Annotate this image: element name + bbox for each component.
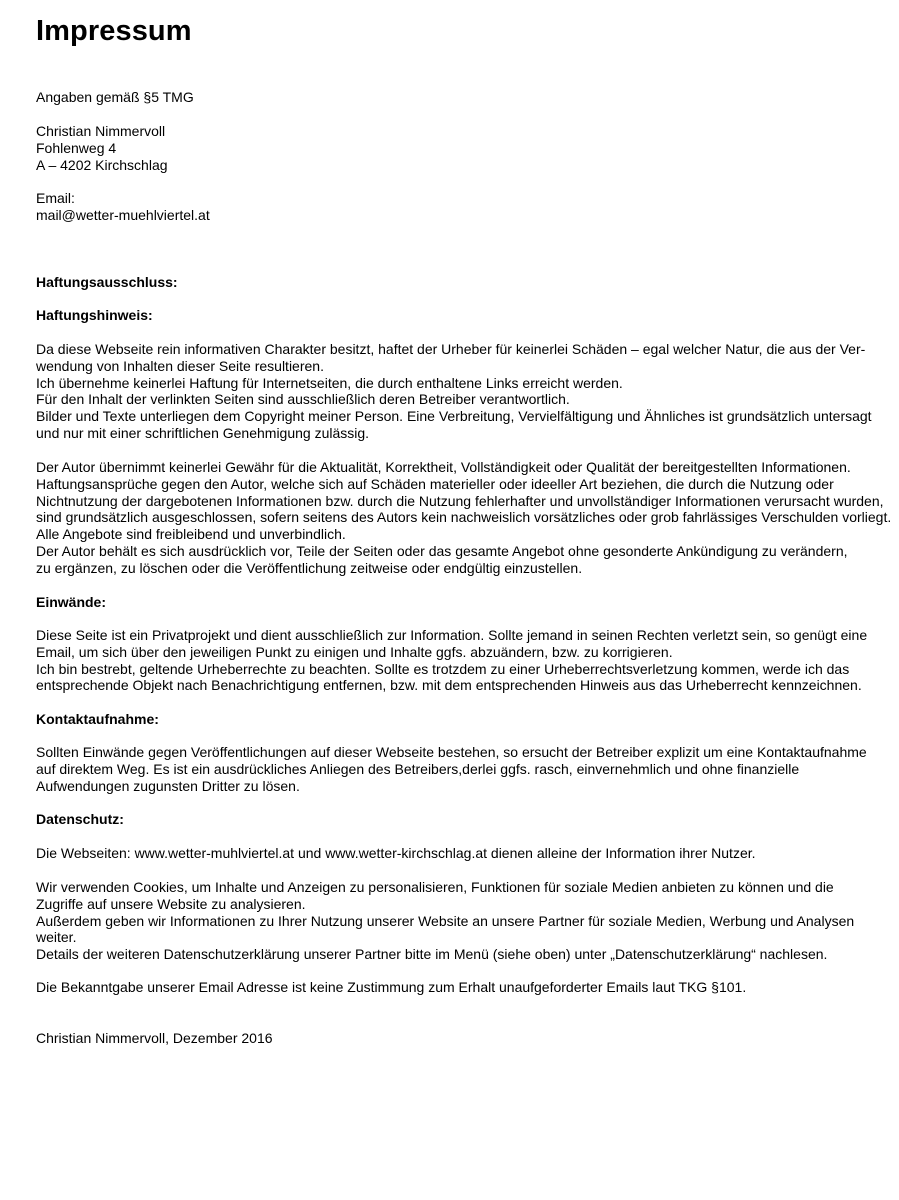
- page-title: Impressum: [36, 15, 192, 47]
- paragraph-line: Haftungsansprüche gegen den Autor, welche sich auf Schäden materieller oder ideeller Art beziehen, die durch die Nutzung oder: [36, 475, 834, 492]
- haftungshinweis-paragraph-1: [36, 341, 872, 442]
- paragraph-line: entsprechende Objekt nach Benachrichtigung entfernen, bzw. mit dem entsprechenden Hinweis aus das Urheberrecht kennzeichnen.: [36, 677, 862, 694]
- paragraph-line: Die Bekanntgabe unserer Email Adresse ist keine Zustimmung zum Erhalt unaufgeforderter Emails laut TKG §101.: [36, 979, 747, 995]
- haftungshinweis-heading: Haftungshinweis:: [36, 307, 153, 323]
- haftungshinweis-paragraph-2: [36, 459, 891, 577]
- paragraph-line: Email, um sich über den jeweiligen Punkt zu einigen und Inhalte ggfs. abzuändern, bzw. zu korrigieren.: [36, 643, 673, 660]
- paragraph-line: Diese Seite ist ein Privatprojekt und dient ausschließlich zur Information. Sollte jemand in seinen Rechten verletzt sein, so genügt eine: [36, 627, 868, 643]
- paragraph-line: Nichtnutzung der dargebotenen Informationen bzw. durch die Nutzung fehlerhafter und unvollständiger Informationen verursacht wurden,: [36, 492, 884, 509]
- paragraph-line: Die Webseiten: www.wetter-muhlviertel.at und www.wetter-kirchschlag.at dienen alleine der Information ihrer Nutzer.: [36, 845, 756, 861]
- paragraph-line: und nur mit einer schriftlichen Genehmigung zulässig.: [36, 424, 370, 441]
- kontaktaufnahme-paragraph: [36, 744, 867, 794]
- email-label: Email:: [36, 190, 75, 206]
- paragraph-line: sind grundsätzlich ausgeschlossen, sofern seitens des Autors kein nachweislich vorsätzliches oder grob fahrlässiges Verschulden vorliegt.: [36, 509, 892, 526]
- impressum-page: [36, 0, 894, 1046]
- paragraph-line: Der Autor behält es sich ausdrücklich vor, Teile der Seiten oder das gesamte Angebot ohne gesonderte Ankündigung zu verändern,: [36, 542, 848, 559]
- einwaende-paragraph: [36, 627, 867, 694]
- address-block: [36, 123, 168, 173]
- datenschutz-heading: Datenschutz:: [36, 811, 124, 827]
- paragraph-line: Details der weiteren Datenschutzerklärung unserer Partner bitte im Menü (siehe oben) unter „Datenschutzerklärung“ nachlesen.: [36, 946, 828, 963]
- datenschutz-paragraph-3: [36, 979, 746, 996]
- paragraph-line: zu ergänzen, zu löschen oder die Veröffentlichung zeitweise oder endgültig einzustellen.: [36, 559, 583, 576]
- intro-text: Angaben gemäß §5 TMG: [36, 89, 194, 105]
- address-street: Fohlenweg 4: [36, 139, 117, 156]
- paragraph-line: Sollten Einwände gegen Veröffentlichungen auf dieser Webseite bestehen, so ersucht der Betreiber explizit um eine Kontaktaufnahme: [36, 744, 867, 760]
- paragraph-line: auf direktem Weg. Es ist ein ausdrückliches Anliegen des Betreibers,derlei ggfs. rasch, einvernehmlich und ohne finanzielle: [36, 760, 800, 777]
- kontaktaufnahme-heading: Kontaktaufnahme:: [36, 711, 159, 727]
- address-city: A – 4202 Kirchschlag: [36, 156, 168, 173]
- paragraph-line: Für den Inhalt der verlinkten Seiten sind ausschließlich deren Betreiber verantwortlich.: [36, 391, 570, 408]
- paragraph-line: Ich bin bestrebt, geltende Urheberrechte zu beachten. Sollte es trotzdem zu einer Urheberrechtsverletzung kommen, werde ich das: [36, 660, 850, 677]
- paragraph-line: weiter.: [36, 929, 77, 946]
- paragraph-line: Der Autor übernimmt keinerlei Gewähr für die Aktualität, Korrektheit, Vollständigkeit oder Qualität der bereitgestellten Informationen.: [36, 459, 851, 475]
- datenschutz-paragraph-2: [36, 879, 854, 963]
- einwaende-heading: Einwände:: [36, 594, 107, 610]
- paragraph-line: Wir verwenden Cookies, um Inhalte und Anzeigen zu personalisieren, Funktionen für soziale Medien anbieten zu können und die: [36, 879, 834, 895]
- paragraph-line: wendung von Inhalten dieser Seite resultieren.: [36, 357, 324, 374]
- paragraph-line: Bilder und Texte unterliegen dem Copyright meiner Person. Eine Verbreitung, Vervielfältigung und Ähnliches ist grundsätzlich untersagt: [36, 408, 872, 425]
- haftungsausschluss-heading: Haftungsausschluss:: [36, 274, 178, 290]
- paragraph-line: Alle Angebote sind freibleibend und unverbindlich.: [36, 526, 346, 543]
- signature: Christian Nimmervoll, Dezember 2016: [36, 1030, 273, 1046]
- paragraph-line: Zugriffe auf unsere Website zu analysieren.: [36, 895, 306, 912]
- paragraph-line: Aufwendungen zugunsten Dritter zu lösen.: [36, 777, 300, 794]
- datenschutz-paragraph-1: [36, 845, 756, 862]
- paragraph-line: Da diese Webseite rein informativen Charakter besitzt, haftet der Urheber für keinerlei Schäden – egal welcher Natur, die aus der Ver-: [36, 341, 866, 357]
- contact-block: [36, 190, 210, 224]
- paragraph-line: Außerdem geben wir Informationen zu Ihrer Nutzung unserer Website an unsere Partner für soziale Medien, Werbung und Analysen: [36, 912, 855, 929]
- paragraph-line: Ich übernehme keinerlei Haftung für Internetseiten, die durch enthaltene Links erreicht werden.: [36, 374, 623, 391]
- email-address: mail@wetter-muehlviertel.at: [36, 206, 210, 223]
- address-name: Christian Nimmervoll: [36, 123, 166, 139]
